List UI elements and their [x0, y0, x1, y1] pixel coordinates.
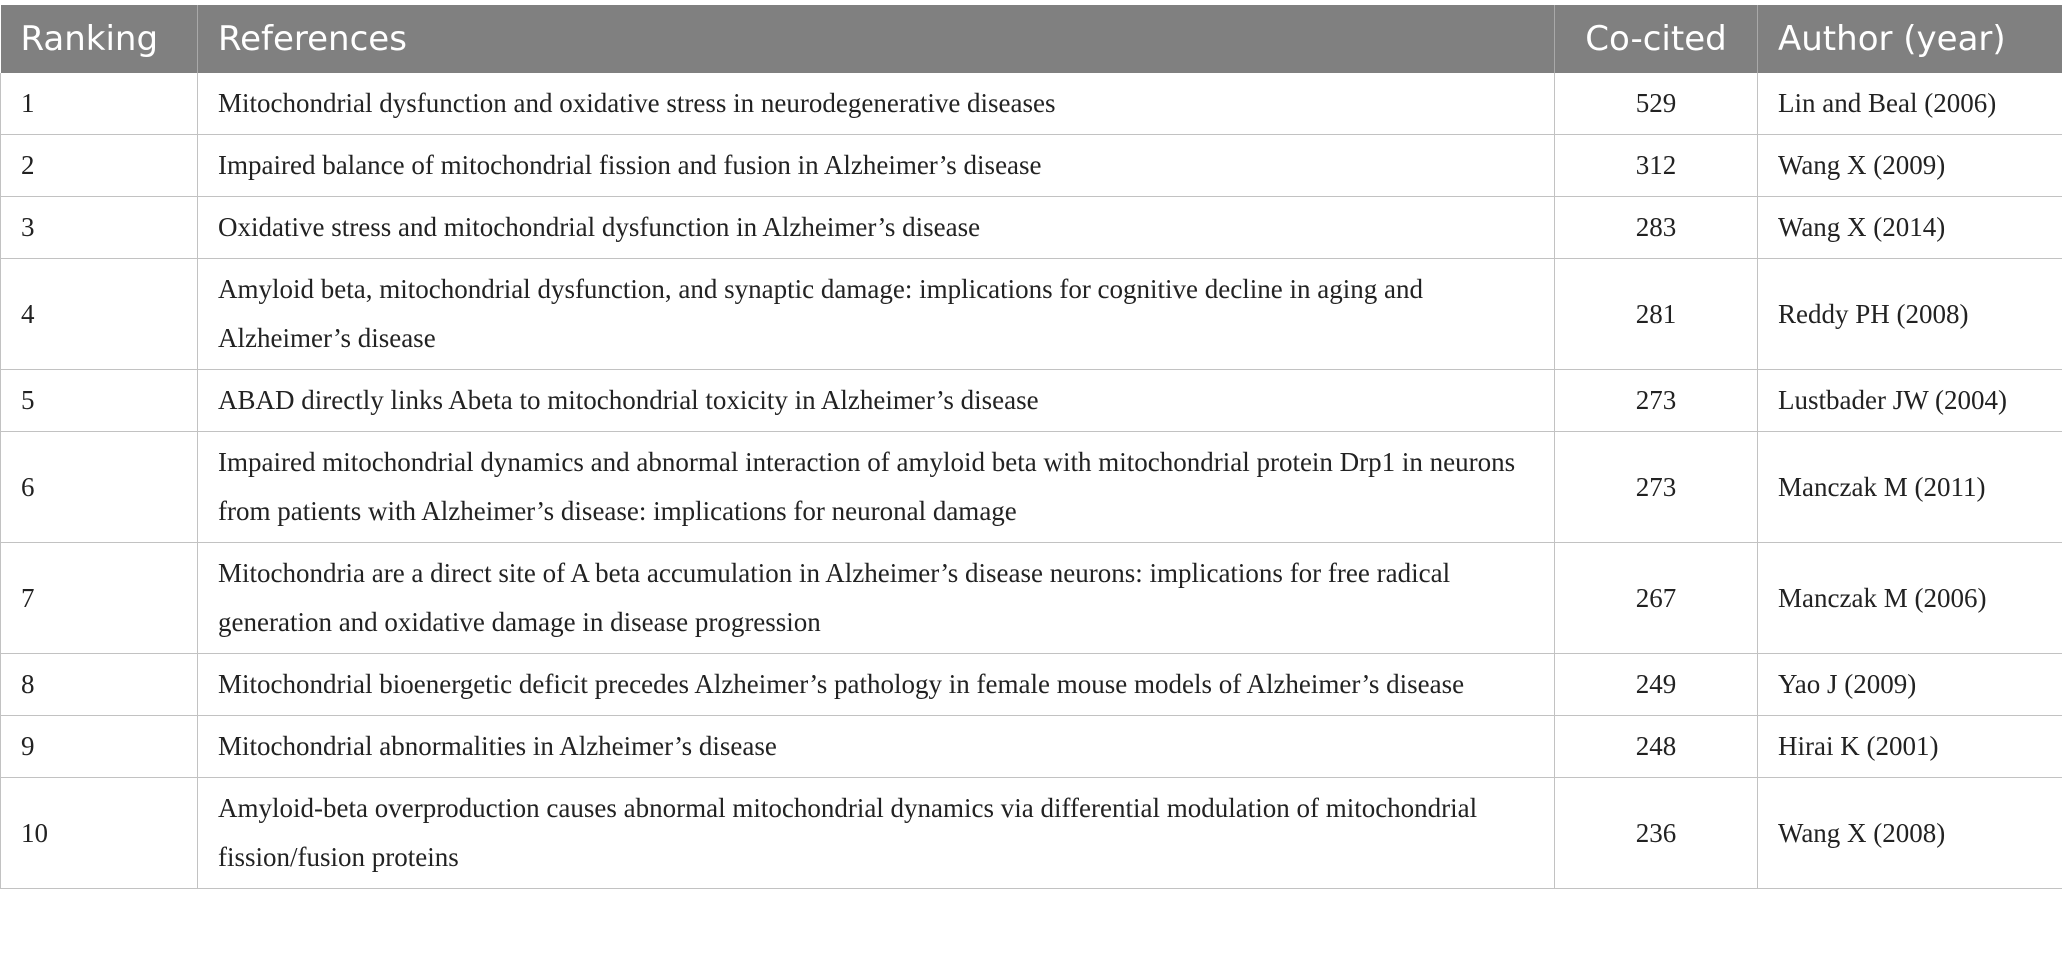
cell-co-cited: 312	[1555, 135, 1758, 197]
header-references: References	[198, 5, 1555, 73]
cell-co-cited: 249	[1555, 654, 1758, 716]
table-row	[1, 432, 2062, 543]
cell-author-year: Hirai K (2001)	[1758, 716, 2062, 778]
references-table-container	[0, 5, 2062, 889]
cell-co-cited: 236	[1555, 778, 1758, 889]
cell-author-year: Wang X (2014)	[1758, 197, 2062, 259]
header-row	[1, 5, 2062, 73]
table-header	[1, 5, 2062, 73]
header-ranking: Ranking	[1, 5, 198, 73]
cell-co-cited: 248	[1555, 716, 1758, 778]
cell-reference: Mitochondria are a direct site of A beta accumulation in Alzheimer’s disease neurons: implications for free radical generation and oxidative damage in disease progression	[198, 543, 1555, 654]
cell-ranking: 6	[1, 432, 198, 543]
table-row	[1, 135, 2062, 197]
table-row	[1, 370, 2062, 432]
cell-ranking: 4	[1, 259, 198, 370]
table-row	[1, 73, 2062, 135]
cell-ranking: 2	[1, 135, 198, 197]
table-row	[1, 716, 2062, 778]
cell-author-year: Manczak M (2011)	[1758, 432, 2062, 543]
cell-ranking: 1	[1, 73, 198, 135]
cell-reference: Impaired mitochondrial dynamics and abnormal interaction of amyloid beta with mitochondrial protein Drp1 in neurons from patients with Alzheimer’s disease: implications for neuronal damage	[198, 432, 1555, 543]
cell-ranking: 7	[1, 543, 198, 654]
table-row	[1, 197, 2062, 259]
cell-ranking: 9	[1, 716, 198, 778]
cell-reference: Oxidative stress and mitochondrial dysfunction in Alzheimer’s disease	[198, 197, 1555, 259]
cell-author-year: Lin and Beal (2006)	[1758, 73, 2062, 135]
cell-co-cited: 267	[1555, 543, 1758, 654]
cell-reference: ABAD directly links Abeta to mitochondrial toxicity in Alzheimer’s disease	[198, 370, 1555, 432]
cell-reference: Mitochondrial bioenergetic deficit precedes Alzheimer’s pathology in female mouse models of Alzheimer’s disease	[198, 654, 1555, 716]
cell-co-cited: 273	[1555, 432, 1758, 543]
cell-author-year: Lustbader JW (2004)	[1758, 370, 2062, 432]
cell-ranking: 10	[1, 778, 198, 889]
cell-author-year: Yao J (2009)	[1758, 654, 2062, 716]
table-row	[1, 778, 2062, 889]
cell-co-cited: 281	[1555, 259, 1758, 370]
cell-ranking: 5	[1, 370, 198, 432]
cell-co-cited: 529	[1555, 73, 1758, 135]
cell-author-year: Reddy PH (2008)	[1758, 259, 2062, 370]
cell-author-year: Manczak M (2006)	[1758, 543, 2062, 654]
table-row	[1, 654, 2062, 716]
header-author-year: Author (year)	[1758, 5, 2062, 73]
table-body	[1, 73, 2062, 889]
cell-ranking: 3	[1, 197, 198, 259]
cell-author-year: Wang X (2008)	[1758, 778, 2062, 889]
table-row	[1, 259, 2062, 370]
table-row	[1, 543, 2062, 654]
cell-author-year: Wang X (2009)	[1758, 135, 2062, 197]
cell-co-cited: 283	[1555, 197, 1758, 259]
cell-reference: Amyloid beta, mitochondrial dysfunction, and synaptic damage: implications for cognitive decline in aging and Alzheimer’s disease	[198, 259, 1555, 370]
cell-co-cited: 273	[1555, 370, 1758, 432]
header-co-cited: Co-cited	[1555, 5, 1758, 73]
cell-reference: Amyloid-beta overproduction causes abnormal mitochondrial dynamics via differential modulation of mitochondrial fission/fusion proteins	[198, 778, 1555, 889]
co-cited-references-table	[0, 5, 2062, 889]
cell-reference: Mitochondrial dysfunction and oxidative stress in neurodegenerative diseases	[198, 73, 1555, 135]
cell-reference: Mitochondrial abnormalities in Alzheimer’s disease	[198, 716, 1555, 778]
cell-ranking: 8	[1, 654, 198, 716]
cell-reference: Impaired balance of mitochondrial fission and fusion in Alzheimer’s disease	[198, 135, 1555, 197]
